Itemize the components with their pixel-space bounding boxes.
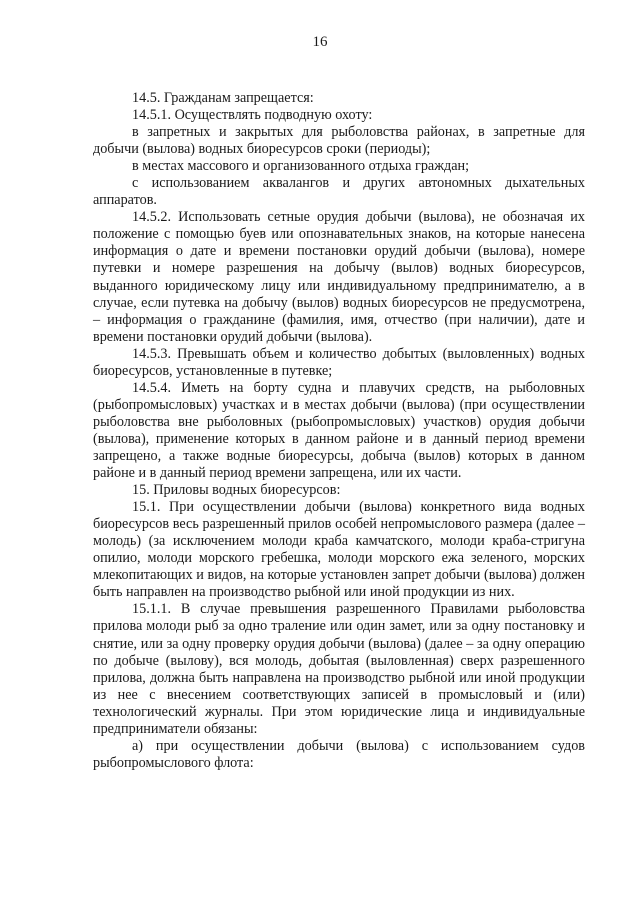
paragraph-15: 15. Приловы водных биоресурсов: <box>132 482 341 499</box>
paragraph-14-5-4: 14.5.4. Иметь на борту судна и плавучих средств, на рыболовных (рыбопромысловых) участках и в местах добычи (вылова) (при осуществлении рыболовства вне рыболовных (рыбопромысловых) участков) орудия добычи (вылова), применение которых в данном районе и в данный период времени запрещено, а также водные биоресурсы, добыча (вылов) которых в данном районе и в данный период времени запрещена, или их части. <box>93 379 585 482</box>
paragraph-15-1: 15.1. При осуществлении добычи (вылова) конкретного вида водных биоресурсов весь разрешенный прилов особей непромыслового размера (далее – молодь) (за исключением молоди краба камчатского, молоди краба-стригуна опилио, молоди морского гребешка, молоди морского ежа зеленого, морских млекопитающих и видов, на которые установлен запрет добычи (вылова) должен быть направлен на производство рыбной или иной продукции из них. <box>93 499 585 601</box>
paragraph-prohibited-areas: в запретных и закрытых для рыболовства районах, в запретные для добычи (вылова) водных биоресурсов сроки (периоды); <box>93 124 585 158</box>
paragraph-14-5-2: 14.5.2. Использовать сетные орудия добычи (вылова), не обозначая их положение с помощью буев или опознавательных знаков, на которые нанесена информация о дате и времени постановки орудий добычи (вылова), номере путевки и номере разрешения на добычу (вылов) водных биоресурсов, выданного юридическому лицу или индивидуальному предпринимателю, а в случае, если путевка на добычу (вылов) водных биоресурсов не предусмотрена, – информация о гражданине (фамилия, имя, отчество (при наличии), дате и времени постановки орудий добычи (вылова). <box>93 209 585 345</box>
paragraph-15-1-1-a: а) при осуществлении добычи (вылова) с использованием судов рыбопромыслового флота: <box>93 737 585 771</box>
paragraph-15-1-1: 15.1.1. В случае превышения разрешенного Правилами рыболовства прилова молоди рыб за одно траление или один замет, или за одну постановку и снятие, или за одну проверку орудия добычи (вылова) (далее – за одну операцию по добыче (вылову), вся молодь, добытая (выловленная) сверх разрешенного прилова, должна быть направлена на производство рыбной или иной продукции из нее с внесением соответствующих записей в промысловый и (или) технологический журналы. При этом юридические лица и индивидуальные предприниматели обязаны: <box>93 601 585 737</box>
paragraph-scuba: с использованием аквалангов и других автономных дыхательных аппаратов. <box>93 175 585 209</box>
paragraph-14-5-3: 14.5.3. Превышать объем и количество добытых (выловленных) водных биоресурсов, установленные в путевке; <box>93 345 585 379</box>
page-number: 16 <box>312 34 328 50</box>
document-body <box>93 90 585 772</box>
paragraph-14-5: 14.5. Гражданам запрещается: <box>132 90 314 106</box>
paragraph-recreation-areas: в местах массового и организованного отдыха граждан; <box>132 158 470 175</box>
paragraph-14-5-1: 14.5.1. Осуществлять подводную охоту: <box>132 107 373 124</box>
